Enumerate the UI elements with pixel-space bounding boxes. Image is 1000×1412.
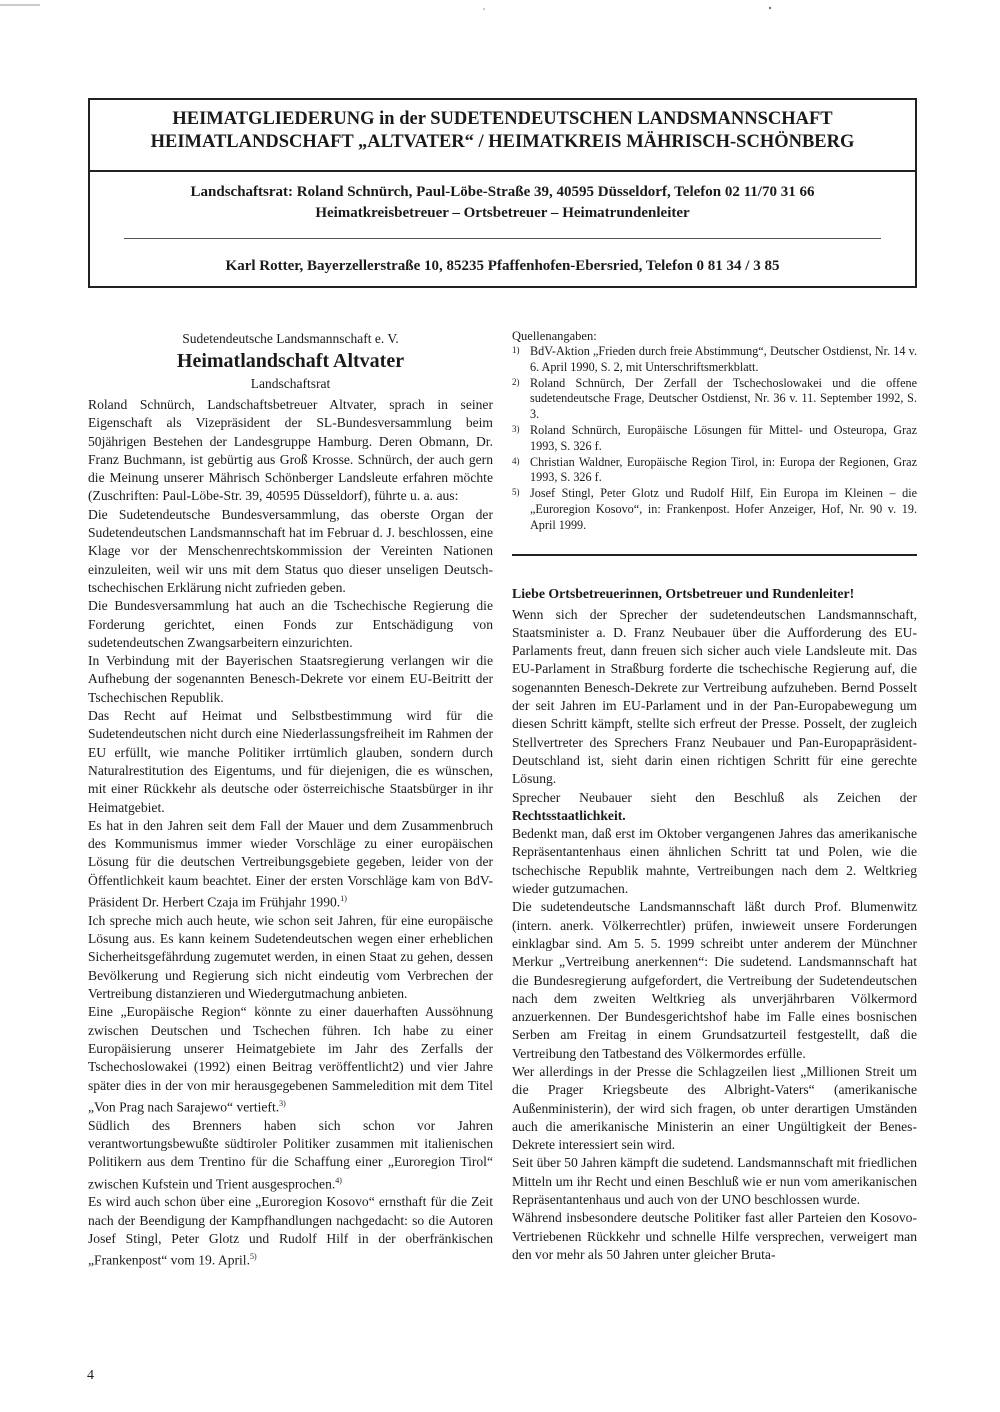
paragraph-text: Das Recht auf Heimat und Selbstbestimmung wird für die Sudetendeutschen nicht durch eine Niederlassungsfreiheit im Rahmen der EU erfüllt, wie manche Politiker irrtümlich glauben, sondern durch Naturalrestitution des Eigentums, und für diejenigen, die es wünschen, mit einer Rückkehr als deutsche oder österreichische Staatsbürger in ihr Heimatgebiet. xyxy=(88,708,493,815)
article-paragraph xyxy=(88,1117,493,1194)
source-item xyxy=(512,486,917,533)
letter-body xyxy=(512,825,917,1264)
right-column xyxy=(512,328,917,1264)
letter-paragraph: Wenn sich der Sprecher der sudetendeutschen Landsmannschaft, Staatsminister a. D. Franz Neubauer über die Aufforderung des EU-Parlaments freut, dann freuen sich sicher auch viele Landsleute mit. Das EU-Parlament in Straßburg forderte die tschechische Regierung auf, die sogenannten Benesch-Dekrete zur Vertreibung aufzuheben. Bernd Posselt der seit Jahren im EU-Parlament und in der Pan-Europabewegung um diesen Schritt kämpft, stellte sich erfreut der Presse. Posselt, der zugleich Stellvertreter des Sprechers Franz Neubauer und Pan-Europapräsident-Deutschland ist, sieht darin einen richtigen Schritt für eine gerechte Lösung. xyxy=(512,606,917,787)
scan-edge-marks xyxy=(0,0,1000,10)
paragraph-text: Es wird auch schon über eine „Euroregion Kosovo“ ernsthaft für die Zeit nach der Beendigung der Kampfhandlungen nachgedacht: so die Autoren Josef Stingl, Peter Glotz und Rudolf Hilf in der oberfränkischen „Frankenpost“ vom 19. April. xyxy=(88,1194,493,1268)
article-paragraph xyxy=(88,396,493,506)
header-thin-divider xyxy=(124,238,881,239)
paragraph-text: Die Sudetendeutsche Bundesversammlung, das oberste Organ der Sudetendeutschen Landsmannschaft hat im Februar d. J. beschlossen, eine Klage vor der Menschenrechtskommission der Vereinten Nationen einzuleiten, weil wir uns mit dem Status quo dieser unseligen Deutsch-tschechischen Erklärung nicht zufrieden geben. xyxy=(88,506,493,595)
article-body xyxy=(88,396,493,1270)
article-title: Heimatlandschaft Altvater xyxy=(176,350,405,372)
letter-paragraph: Seit über 50 Jahren kämpft die sudetend. Landsmannschaft mit friedlichen Mitteln um ihr Recht und einen Beschluß wie er nun vom amerikanischen Repräsentantenhaus und auch von der UNO beschlossen wurde. xyxy=(512,1155,917,1208)
article-paragraph xyxy=(88,1003,493,1116)
letter-paragraph xyxy=(512,789,917,826)
paragraph-text: Roland Schnürch, Landschaftsbetreuer Altvater, sprach in seiner Eigenschaft als Vizepräsident der SL-Bundesversammlung beim 50jährigen Bestehen der Landesgruppe Hamburg. Deren Obmann, Dr. Franz Buchmann, ist gebürtig aus Groß Krosse. Schnürch, der auch gern die Meinung unserer Mährisch Schönberger Landsleute erfahren möchte (Zuschriften: Paul-Löbe-Str. 39, 40595 Düsseldorf), führte u. a. aus: xyxy=(88,397,493,504)
letter-emphasis: Rechtsstaatlichkeit. xyxy=(512,807,626,823)
letter-paragraph: Während insbesondere deutsche Politiker fast aller Parteien den Kosovo-Vertriebenen Rückkehr und schnelle Hilfe versprechen, verweigert man den vor mehr als 50 Jahren unter gleicher Bruta- xyxy=(512,1210,917,1262)
paragraph-text: Ich spreche mich auch heute, wie schon seit Jahren, für eine europäische Lösung aus. Es kann keinem Sudetendeutschen wegen einer erheblichen Sicherheitsgefährdung zugemutet werden, in einen Staat zu gehen, dessen Bevölkerung und Regierung sich nicht eindeutig vom Verbrechen der Vertreibung distanzieren und Wiedergutmachung anbieten. xyxy=(88,912,493,1002)
footnote-reference: 1) xyxy=(340,894,347,904)
council-contact-line: Landschaftsrat: Roland Schnürch, Paul-Löbe-Straße 39, 40595 Düsseldorf, Telefon 02 11/70 31 66 xyxy=(190,184,815,200)
source-text: Roland Schnürch, Europäische Lösungen für Mittel- und Osteuropa, Graz 1993, S. 326 f. xyxy=(530,422,917,453)
header-divider xyxy=(90,170,915,172)
letter-greeting: Liebe Ortsbetreuerinnen, Ortsbetreuer und Rundenleiter! xyxy=(512,585,855,601)
source-item xyxy=(512,376,917,423)
header-title xyxy=(90,108,915,154)
header-council xyxy=(90,182,915,224)
header-title-line-1: HEIMATGLIEDERUNG in der SUDETENDEUTSCHEN LANDSMANNSCHAFT xyxy=(172,109,833,129)
source-number: 5) xyxy=(512,487,520,498)
source-item xyxy=(512,344,917,376)
source-number: 3) xyxy=(512,423,520,434)
article-column xyxy=(88,330,493,1270)
source-number: 4) xyxy=(512,455,520,466)
letter-paragraph: Wer allerdings in der Presse die Schlagzeilen liest „Millionen Streit um die Prager Kriegsbeute des Albright-Vaters“ (amerikanische Außenministerin), der wird sich fragen, ob unter derartigen Umständen auch die amerikanische Ministerin an einer Ungültigkeit der Benes-Dekrete interessiert sein wird. xyxy=(512,1063,917,1153)
sources-heading: Quellenangaben: xyxy=(512,329,597,343)
letter-paragraph: Bedenkt man, daß erst im Oktober vergangenen Jahres das amerikanische Repräsentantenhaus einen ähnlichen Schritt tat und Polen, wie die tschechische Republik mahnte, Vertreibungen nach dem 2. Weltkrieg wieder gutzumachen. xyxy=(512,826,917,897)
sources-list xyxy=(512,344,917,534)
paragraph-text: Die Bundesversammlung hat auch an die Tschechische Regierung die Forderung gerichtet, einen Fonds zur Entschädigung von sudetendeutschen Zwangsarbeitern einzurichten. xyxy=(88,598,493,650)
header-box xyxy=(88,98,917,288)
footnote-reference: 5) xyxy=(249,1252,257,1262)
header-title-line-2: HEIMATLANDSCHAFT „ALTVATER“ / HEIMATKREIS MÄHRISCH-SCHÖNBERG xyxy=(150,132,855,152)
letter-text: Sprecher Neubauer sieht den Beschluß als Zeichen der xyxy=(512,789,917,805)
rotter-contact-line: Karl Rotter, Bayerzellerstraße 10, 85235 Pfaffenhofen-Ebersried, Telefon 0 81 34 / 3 85 xyxy=(225,258,780,274)
article-paragraph xyxy=(88,707,493,817)
section-separator xyxy=(512,554,917,556)
article-paragraph xyxy=(88,1193,493,1270)
source-text: Roland Schnürch, Der Zerfall der Tschechoslowakei und die offene sudetendeutsche Frage, Deutscher Ostdienst, Nr. 36 v. 11. September 1992, S. 3. xyxy=(530,375,917,422)
footnote-reference: 3) xyxy=(279,1098,286,1108)
article-paragraph xyxy=(88,652,493,707)
footnote-reference: 4) xyxy=(335,1175,342,1185)
article-paragraph xyxy=(88,912,493,1003)
page-number: 4 xyxy=(87,1368,94,1383)
source-number: 1) xyxy=(512,345,520,355)
roles-line: Heimatkreisbetreuer – Ortsbetreuer – Heimatrundenleiter xyxy=(315,205,690,221)
source-text: Josef Stingl, Peter Glotz und Rudolf Hilf, Ein Europa im Kleinen – die „Euroregion Kosovo“, in: Frankenpost. Hofer Anzeiger, Hof, Nr. 90 v. 19. April 1999. xyxy=(530,486,917,532)
article-paragraph xyxy=(88,506,493,597)
paragraph-text: Südlich des Brenners haben sich schon vor Jahren verantwortungsbewußte südtiroler Politiker zusammen mit italienischen Politikern aus dem Trentino für die Schaffung einer „Euroregion Tirol“ zwischen Kufstein und Trient ausgesprochen. xyxy=(88,1117,493,1192)
letter-paragraph: Die sudetendeutsche Landsmannschaft läßt durch Prof. Blumenwitz (intern. anerk. Völkerrechtler) prüfen, inwieweit unsere Forderungen einklagbar sind. Am 5. 5. 1999 schreibt unter anderem der Münchner Merkur „Vertreibung anerkennen“: Die sudetend. Landsmannschaft hat die Bundesregierung aufgefordert, die Vertreibung der Sudetendeutschen nach dem zweiten Weltkrieg als unverjährbaren Völkermord anzuerkennen. Der Bundesgerichtshof habe im Falle eines bosnischen Serben am Freitag in einem Grundsatzurteil festgestellt, daß die Vertreibung den Tatbestand des Völkermordes erfülle. xyxy=(512,899,917,1061)
article-paragraph xyxy=(88,597,493,652)
paragraph-text: In Verbindung mit der Bayerischen Staatsregierung verlangen wir die Aufhebung der sogenannten Benesch-Dekrete vor einem EU-Beitritt der Tschechischen Republik. xyxy=(88,653,493,705)
paragraph-text: Es hat in den Jahren seit dem Fall der Mauer und dem Zusammenbruch des Kommunismus immer wieder Vorschläge zu einer europäischen Lösung für die deutschen Vertreibungsgebiete gegeben, leider von der Öffentlichkeit kaum beachtet. Einer der ersten Vorschläge kam von BdV-Präsident Dr. Herbert Czaja im Frühjahr 1990. xyxy=(88,817,493,910)
article-subtitle: Landschaftsrat xyxy=(250,376,331,391)
article-paragraph xyxy=(88,817,493,912)
source-text: BdV-Aktion „Frieden durch freie Abstimmung“, Deutscher Ostdienst, Nr. 14 v. 6. April 1990, S. 2, mit Unterschriftsmerkblatt. xyxy=(530,344,917,374)
source-item xyxy=(512,455,917,487)
scan-marks-icon xyxy=(0,3,1000,13)
source-number: 2) xyxy=(512,376,520,387)
article-organization: Sudetendeutsche Landsmannschaft e. V. xyxy=(182,331,399,346)
source-item xyxy=(512,423,917,455)
paragraph-text: Eine „Europäische Region“ könnte zu einer dauerhaften Aussöhnung zwischen Deutschen und Tschechen führen. Ich habe zu einer Europäisierung unserer Heimatgebiete im Jahr des Zerfalls der Tschechoslowakei (1992) einen Beitrag veröffentlicht2) und vier Jahre später dies in der von mir herausgegebenen Sammeledition mit dem Titel „Von Prag nach Sarajewo“ vertieft. xyxy=(88,1004,493,1115)
source-text: Christian Waldner, Europäische Region Tirol, in: Europa der Regionen, Graz 1993, S. 326 f. xyxy=(530,454,917,485)
